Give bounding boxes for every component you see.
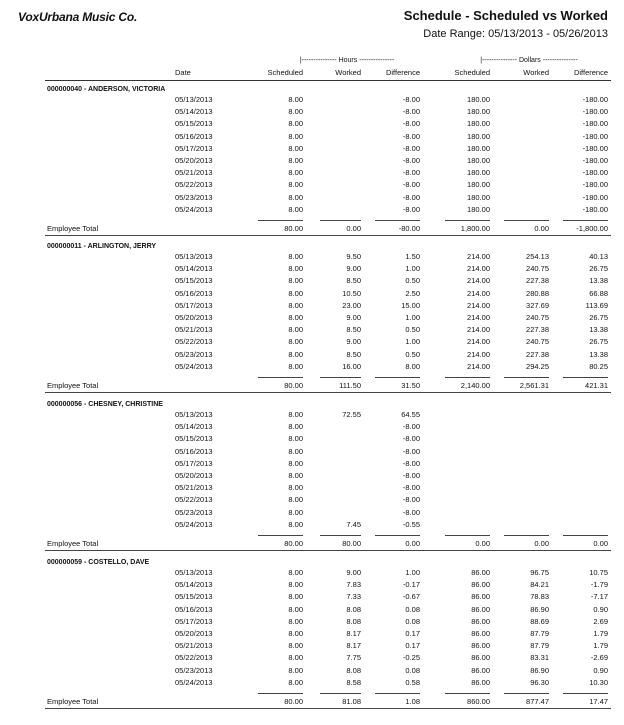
row-cell: -0.17: [402, 580, 420, 590]
employee-total-value: -1,800.00: [576, 224, 608, 233]
employee-total-value: 81.08: [342, 697, 361, 706]
total-rule: [375, 377, 420, 378]
row-date: 05/13/2013: [175, 252, 213, 261]
row-cell: -180.00: [582, 180, 608, 190]
row-date: 05/24/2013: [175, 519, 213, 529]
employee-total-value: 0.00: [534, 224, 549, 233]
row-cell: 214.00: [467, 361, 490, 371]
hours-group-label: Hours: [338, 57, 358, 64]
row-cell: 8.00: [405, 361, 420, 371]
report-title: Schedule - Scheduled vs Worked: [403, 8, 608, 23]
row-cell: 7.75: [346, 653, 361, 663]
row-date: 05/24/2013: [175, 677, 213, 687]
row-cell: 8.00: [288, 252, 303, 261]
total-rule: [320, 535, 361, 536]
row-cell: 8.00: [288, 131, 303, 141]
employee-total-value: 111.50: [339, 381, 361, 390]
employee-total-value: 0.00: [534, 539, 549, 548]
row-cell: -8.00: [402, 143, 420, 153]
section-rule: [45, 235, 611, 236]
row-cell: -8.00: [402, 95, 420, 104]
total-rule: [504, 377, 549, 378]
row-date: 05/16/2013: [175, 131, 213, 141]
row-cell: 86.00: [471, 677, 490, 687]
row-cell: 8.00: [288, 288, 303, 298]
row-date: 05/20/2013: [175, 629, 213, 638]
row-cell: -8.00: [402, 434, 420, 444]
row-date: 05/14/2013: [175, 264, 213, 274]
total-rule: [258, 377, 303, 378]
employee-total-value: 2,140.00: [460, 381, 490, 390]
total-rule: [320, 377, 361, 378]
row-date: 05/24/2013: [175, 361, 213, 371]
total-rule: [445, 220, 490, 221]
employee-name: 000000059 - COSTELLO, DAVE: [47, 559, 150, 566]
row-cell: 227.38: [526, 276, 549, 286]
row-cell: 8.00: [288, 653, 303, 663]
dollars-group-label: Dollars: [519, 57, 541, 64]
row-cell: 8.00: [288, 325, 303, 335]
row-date: 05/14/2013: [175, 580, 213, 590]
row-date: 05/22/2013: [175, 653, 213, 663]
row-date: 05/16/2013: [175, 446, 213, 456]
row-cell: 214.00: [467, 276, 490, 286]
row-cell: 96.30: [530, 677, 549, 687]
row-cell: 254.13: [526, 252, 549, 261]
row-date: 05/13/2013: [175, 568, 213, 577]
employee-total-value: 2,561.31: [519, 381, 549, 390]
row-cell: 8.00: [288, 495, 303, 505]
employee-name: 000000040 - ANDERSON, VICTORIA: [47, 86, 166, 93]
row-cell: 240.75: [526, 337, 549, 347]
row-cell: 86.00: [471, 568, 490, 577]
row-date: 05/20/2013: [175, 156, 213, 165]
row-cell: 240.75: [526, 264, 549, 274]
row-cell: -8.00: [402, 204, 420, 214]
row-cell: -7.17: [590, 592, 608, 602]
row-cell: 180.00: [467, 143, 490, 153]
row-cell: 87.79: [530, 641, 549, 651]
row-cell: 88.69: [530, 616, 549, 626]
row-cell: 8.00: [288, 143, 303, 153]
row-date: 05/23/2013: [175, 192, 213, 202]
row-cell: 214.00: [467, 300, 490, 310]
row-date: 05/16/2013: [175, 288, 213, 298]
row-cell: 13.38: [589, 349, 608, 359]
date-range: Date Range: 05/13/2013 - 05/26/2013: [423, 28, 608, 40]
row-cell: -180.00: [582, 204, 608, 214]
row-cell: 0.17: [405, 641, 420, 651]
row-cell: 23.00: [342, 300, 361, 310]
row-cell: 180.00: [467, 204, 490, 214]
row-cell: 9.00: [346, 313, 361, 322]
row-cell: 0.17: [405, 629, 420, 638]
row-cell: -8.00: [402, 107, 420, 117]
row-cell: 8.08: [346, 616, 361, 626]
row-cell: 180.00: [467, 192, 490, 202]
row-cell: -8.00: [402, 483, 420, 493]
row-cell: -8.00: [402, 422, 420, 432]
employee-total-value: 0.00: [405, 539, 420, 548]
row-cell: 8.08: [346, 665, 361, 675]
row-cell: 8.00: [288, 276, 303, 286]
hours-group-header: |--------------- Hours ---------------: [299, 57, 395, 64]
row-date: 05/15/2013: [175, 434, 213, 444]
row-cell: 8.50: [346, 276, 361, 286]
row-cell: 9.00: [346, 568, 361, 577]
row-cell: 180.00: [467, 107, 490, 117]
row-cell: 0.08: [405, 616, 420, 626]
company-name: VoxUrbana Music Co.: [18, 10, 138, 24]
row-cell: 8.00: [288, 458, 303, 468]
total-rule: [563, 535, 608, 536]
row-cell: 8.00: [288, 95, 303, 104]
row-date: 05/16/2013: [175, 604, 213, 614]
row-cell: 8.17: [346, 641, 361, 651]
employee-total-value: 1,800.00: [460, 224, 490, 233]
row-cell: 7.45: [346, 519, 361, 529]
col-header-scheduled: Scheduled: [267, 68, 303, 77]
row-cell: 86.00: [471, 592, 490, 602]
row-cell: -8.00: [402, 495, 420, 505]
row-date: 05/14/2013: [175, 422, 213, 432]
employee-total-value: 80.00: [284, 697, 303, 706]
row-cell: 8.00: [288, 156, 303, 165]
row-cell: 26.75: [589, 313, 608, 322]
row-cell: 40.13: [589, 252, 608, 261]
row-cell: 1.00: [405, 568, 420, 577]
row-cell: 10.50: [342, 288, 361, 298]
row-cell: 214.00: [467, 325, 490, 335]
employee-total-value: 17.47: [589, 697, 608, 706]
dollars-group-header: |--------------- Dollars ---------------: [480, 57, 578, 64]
row-cell: 8.00: [288, 616, 303, 626]
row-cell: 180.00: [467, 180, 490, 190]
employee-total-value: 80.00: [284, 381, 303, 390]
row-cell: -8.00: [402, 119, 420, 129]
row-cell: 66.88: [589, 288, 608, 298]
col-header-worked: Worked: [335, 68, 361, 77]
row-cell: 86.00: [471, 580, 490, 590]
row-cell: 10.30: [589, 677, 608, 687]
col-header-dollars-scheduled: Scheduled: [454, 68, 490, 77]
employee-total-value: 0.00: [475, 539, 490, 548]
row-cell: 240.75: [526, 313, 549, 322]
row-cell: 227.38: [526, 325, 549, 335]
row-cell: 8.00: [288, 180, 303, 190]
employee-name: 000000011 - ARLINGTON, JERRY: [47, 243, 157, 250]
row-cell: 0.08: [405, 604, 420, 614]
row-cell: 96.75: [530, 568, 549, 577]
total-rule: [504, 220, 549, 221]
row-cell: 280.88: [526, 288, 549, 298]
employee-total-value: 80.00: [342, 539, 361, 548]
employee-total-value: 80.00: [284, 224, 303, 233]
row-cell: 0.90: [593, 665, 608, 675]
row-cell: 214.00: [467, 288, 490, 298]
row-cell: 180.00: [467, 131, 490, 141]
row-cell: -180.00: [582, 143, 608, 153]
row-cell: -180.00: [582, 119, 608, 129]
total-rule: [445, 535, 490, 536]
employee-total-label: Employee Total: [47, 224, 99, 233]
row-cell: 8.08: [346, 604, 361, 614]
row-cell: -8.00: [402, 192, 420, 202]
row-cell: 8.00: [288, 192, 303, 202]
row-cell: 86.00: [471, 604, 490, 614]
row-cell: 86.00: [471, 616, 490, 626]
row-cell: 8.00: [288, 313, 303, 322]
employee-name: 000000056 - CHESNEY, CHRISTINE: [47, 401, 163, 408]
col-header-date: Date: [175, 68, 191, 77]
row-cell: 0.50: [405, 276, 420, 286]
row-cell: 86.00: [471, 641, 490, 651]
row-cell: 180.00: [467, 168, 490, 178]
row-date: 05/23/2013: [175, 507, 213, 517]
row-cell: -8.00: [402, 180, 420, 190]
row-date: 05/21/2013: [175, 325, 213, 335]
row-cell: -8.00: [402, 156, 420, 165]
row-date: 05/21/2013: [175, 168, 213, 178]
row-cell: 86.90: [530, 665, 549, 675]
row-cell: 8.17: [346, 629, 361, 638]
row-cell: 180.00: [467, 95, 490, 104]
row-date: 05/22/2013: [175, 337, 213, 347]
total-rule: [375, 693, 420, 694]
row-cell: 86.00: [471, 665, 490, 675]
row-cell: -180.00: [582, 156, 608, 165]
row-cell: 180.00: [467, 156, 490, 165]
row-date: 05/13/2013: [175, 410, 213, 419]
row-date: 05/21/2013: [175, 483, 213, 493]
row-date: 05/21/2013: [175, 641, 213, 651]
section-rule: [45, 392, 611, 393]
row-date: 05/15/2013: [175, 119, 213, 129]
section-rule: [45, 550, 611, 551]
employee-total-value: 80.00: [284, 539, 303, 548]
row-cell: -1.79: [590, 580, 608, 590]
row-cell: -0.67: [402, 592, 420, 602]
row-cell: 8.00: [288, 507, 303, 517]
row-cell: 8.00: [288, 434, 303, 444]
row-cell: 64.55: [401, 410, 420, 419]
row-cell: 13.38: [589, 276, 608, 286]
row-cell: -2.69: [590, 653, 608, 663]
row-cell: 1.79: [593, 629, 608, 638]
row-cell: -180.00: [582, 95, 608, 104]
total-rule: [563, 693, 608, 694]
row-cell: -180.00: [582, 192, 608, 202]
employee-total-value: -80.00: [398, 224, 420, 233]
row-cell: 8.50: [346, 349, 361, 359]
row-cell: 8.00: [288, 107, 303, 117]
row-cell: -8.00: [402, 507, 420, 517]
row-cell: 214.00: [467, 337, 490, 347]
row-cell: 86.00: [471, 653, 490, 663]
employee-total-label: Employee Total: [47, 381, 99, 390]
employee-total-label: Employee Total: [47, 697, 99, 706]
row-cell: 9.50: [346, 252, 361, 261]
row-cell: 26.75: [589, 264, 608, 274]
row-cell: 214.00: [467, 252, 490, 261]
row-cell: 83.31: [530, 653, 549, 663]
employee-total-value: 421.31: [585, 381, 608, 390]
header-rule: [45, 80, 611, 81]
row-date: 05/17/2013: [175, 143, 213, 153]
row-cell: 0.90: [593, 604, 608, 614]
col-header-difference: Difference: [385, 68, 420, 77]
total-rule: [375, 535, 420, 536]
row-cell: 1.50: [405, 252, 420, 261]
row-cell: 8.50: [346, 325, 361, 335]
row-cell: 8.00: [288, 264, 303, 274]
row-date: 05/23/2013: [175, 665, 213, 675]
row-cell: 8.00: [288, 519, 303, 529]
row-date: 05/22/2013: [175, 495, 213, 505]
employee-total-label: Employee Total: [47, 539, 99, 548]
row-cell: 9.00: [346, 337, 361, 347]
section-rule: [45, 708, 611, 709]
row-cell: 8.00: [288, 119, 303, 129]
total-rule: [258, 535, 303, 536]
row-cell: 8.00: [288, 629, 303, 638]
row-date: 05/20/2013: [175, 313, 213, 322]
row-cell: 10.75: [589, 568, 608, 577]
row-cell: -8.00: [402, 471, 420, 480]
row-date: 05/23/2013: [175, 349, 213, 359]
row-date: 05/17/2013: [175, 616, 213, 626]
total-rule: [563, 220, 608, 221]
total-rule: [504, 535, 549, 536]
row-cell: 227.38: [526, 349, 549, 359]
row-cell: 294.25: [526, 361, 549, 371]
row-cell: -8.00: [402, 131, 420, 141]
row-cell: 8.00: [288, 422, 303, 432]
row-cell: 86.90: [530, 604, 549, 614]
row-cell: 13.38: [589, 325, 608, 335]
total-rule: [445, 377, 490, 378]
row-cell: 8.00: [288, 471, 303, 480]
row-date: 05/13/2013: [175, 95, 213, 104]
total-rule: [504, 693, 549, 694]
total-rule: [258, 220, 303, 221]
total-rule: [375, 220, 420, 221]
row-cell: 8.00: [288, 592, 303, 602]
row-cell: 8.00: [288, 361, 303, 371]
row-cell: -0.25: [402, 653, 420, 663]
row-cell: 15.00: [401, 300, 420, 310]
total-rule: [563, 377, 608, 378]
row-date: 05/17/2013: [175, 458, 213, 468]
row-cell: 180.00: [467, 119, 490, 129]
row-cell: 8.00: [288, 580, 303, 590]
row-cell: 0.58: [405, 677, 420, 687]
row-cell: 8.00: [288, 604, 303, 614]
employee-total-value: 0.00: [593, 539, 608, 548]
employee-total-value: 877.47: [526, 697, 549, 706]
row-cell: 8.00: [288, 410, 303, 419]
row-cell: -0.55: [402, 519, 420, 529]
row-cell: 8.00: [288, 168, 303, 178]
row-date: 05/15/2013: [175, 592, 213, 602]
row-cell: -8.00: [402, 458, 420, 468]
row-cell: 214.00: [467, 349, 490, 359]
row-cell: 0.08: [405, 665, 420, 675]
row-cell: 84.21: [530, 580, 549, 590]
row-cell: 8.00: [288, 337, 303, 347]
row-cell: 87.79: [530, 629, 549, 638]
total-rule: [445, 693, 490, 694]
row-cell: 214.00: [467, 313, 490, 322]
employee-total-value: 31.50: [401, 381, 420, 390]
row-cell: 2.69: [593, 616, 608, 626]
total-rule: [320, 693, 361, 694]
row-cell: 8.00: [288, 677, 303, 687]
row-cell: 8.00: [288, 300, 303, 310]
row-date: 05/22/2013: [175, 180, 213, 190]
col-header-dollars-worked: Worked: [523, 68, 549, 77]
total-rule: [258, 693, 303, 694]
row-cell: -180.00: [582, 131, 608, 141]
row-cell: 1.00: [405, 264, 420, 274]
row-cell: 327.69: [526, 300, 549, 310]
row-cell: 72.55: [342, 410, 361, 419]
row-cell: 8.00: [288, 349, 303, 359]
row-cell: 1.79: [593, 641, 608, 651]
row-cell: 16.00: [342, 361, 361, 371]
employee-total-value: 1.08: [405, 697, 420, 706]
row-cell: -180.00: [582, 168, 608, 178]
row-date: 05/15/2013: [175, 276, 213, 286]
row-cell: 7.33: [346, 592, 361, 602]
row-date: 05/17/2013: [175, 300, 213, 310]
row-cell: 86.00: [471, 629, 490, 638]
total-rule: [320, 220, 361, 221]
row-cell: 26.75: [589, 337, 608, 347]
row-cell: 214.00: [467, 264, 490, 274]
row-cell: -180.00: [582, 107, 608, 117]
row-cell: 7.83: [346, 580, 361, 590]
row-date: 05/14/2013: [175, 107, 213, 117]
row-cell: 78.83: [530, 592, 549, 602]
row-cell: 8.58: [346, 677, 361, 687]
employee-total-value: 860.00: [467, 697, 490, 706]
row-cell: 80.25: [589, 361, 608, 371]
row-date: 05/24/2013: [175, 204, 213, 214]
row-cell: 8.00: [288, 204, 303, 214]
row-cell: 1.00: [405, 313, 420, 322]
row-cell: 113.69: [585, 300, 608, 310]
col-header-dollars-difference: Difference: [573, 68, 608, 77]
row-cell: -8.00: [402, 168, 420, 178]
employee-total-value: 0.00: [346, 224, 361, 233]
row-cell: 8.00: [288, 665, 303, 675]
row-cell: 0.50: [405, 349, 420, 359]
row-cell: 2.50: [405, 288, 420, 298]
row-cell: 1.00: [405, 337, 420, 347]
row-cell: 0.50: [405, 325, 420, 335]
row-date: 05/20/2013: [175, 471, 213, 480]
row-cell: 8.00: [288, 446, 303, 456]
row-cell: 8.00: [288, 641, 303, 651]
row-cell: 9.00: [346, 264, 361, 274]
row-cell: -8.00: [402, 446, 420, 456]
row-cell: 8.00: [288, 568, 303, 577]
row-cell: 8.00: [288, 483, 303, 493]
